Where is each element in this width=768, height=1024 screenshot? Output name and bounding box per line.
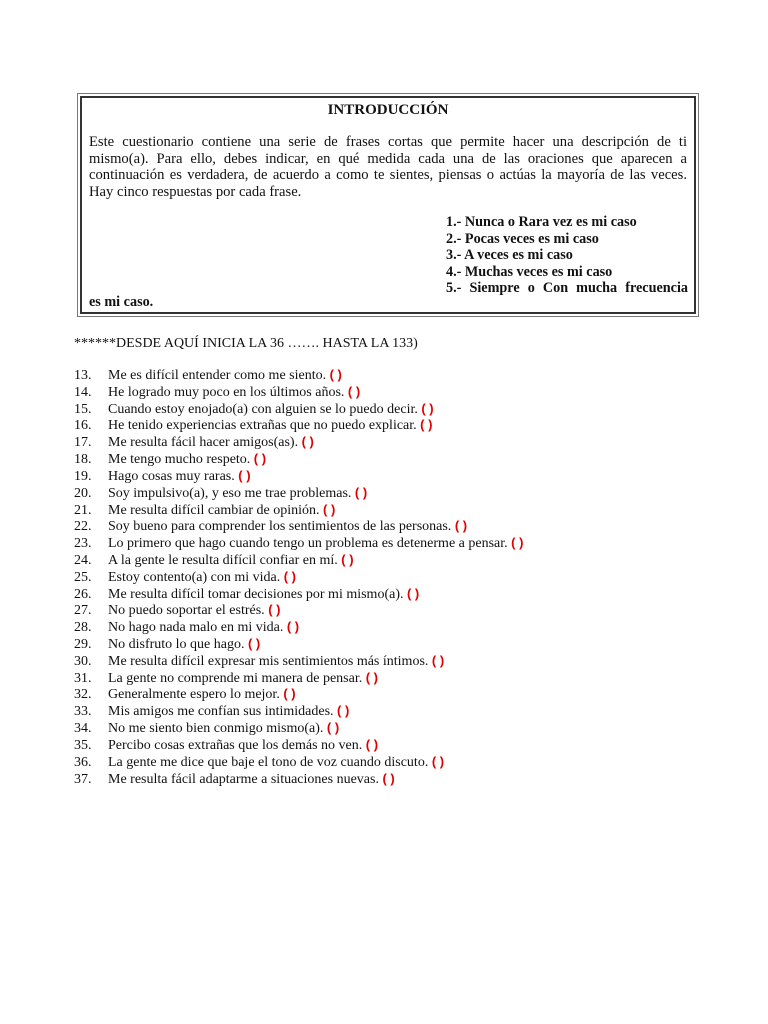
- question-text: Lo primero que hago cuando tengo un problema es detenerme a pensar.: [108, 536, 508, 552]
- question-item: [74, 703, 523, 720]
- question-item: [74, 602, 523, 619]
- question-number: 28.: [74, 620, 92, 636]
- scale-option-4: 4.- Muchas veces es mi caso: [446, 263, 613, 280]
- answer-mark[interactable]: ( ): [454, 518, 468, 534]
- question-item: [74, 636, 523, 653]
- question-item: [74, 586, 523, 603]
- question-item: [74, 468, 523, 485]
- answer-mark[interactable]: ( ): [283, 686, 296, 702]
- question-number: 24.: [74, 552, 92, 568]
- question-list: [74, 367, 523, 787]
- question-item: [74, 417, 523, 434]
- answer-mark[interactable]: ( ): [431, 753, 445, 769]
- question-item: [74, 367, 523, 384]
- question-item: [74, 569, 523, 586]
- question-text: Me tengo mucho respeto.: [108, 452, 251, 468]
- scale-option-3: 3.- A veces es mi caso: [446, 247, 573, 263]
- question-number: 15.: [74, 401, 92, 417]
- scale-option-5-continuation: es mi caso.: [89, 294, 154, 310]
- question-item: [74, 720, 523, 737]
- question-number: 19.: [74, 468, 92, 484]
- response-scale: [446, 214, 688, 297]
- answer-mark[interactable]: ( ): [323, 501, 336, 517]
- answer-mark[interactable]: ( ): [406, 585, 420, 601]
- question-item: [74, 552, 523, 569]
- question-text: Me resulta difícil expresar mis sentimientos más íntimos.: [108, 653, 429, 669]
- question-number: 21.: [74, 502, 92, 518]
- question-number: 27.: [74, 603, 92, 619]
- question-item: [74, 518, 523, 535]
- question-text: Me resulta fácil adaptarme a situaciones nuevas.: [108, 771, 379, 787]
- answer-mark[interactable]: ( ): [511, 535, 524, 551]
- question-number: 14.: [74, 384, 92, 400]
- question-item: [74, 502, 523, 519]
- question-item: [74, 771, 523, 788]
- question-item: [74, 401, 523, 418]
- question-item: [74, 384, 523, 401]
- answer-mark[interactable]: ( ): [365, 736, 379, 752]
- question-text: La gente no comprende mi manera de pensar.: [108, 670, 363, 686]
- question-text: Soy impulsivo(a), y eso me trae problemas.: [108, 485, 352, 501]
- question-number: 22.: [74, 519, 92, 535]
- question-item: [74, 451, 523, 468]
- question-number: 30.: [74, 653, 92, 669]
- question-text: Cuando estoy enojado(a) con alguien se lo puedo decir.: [108, 401, 418, 417]
- answer-mark[interactable]: ( ): [337, 703, 350, 719]
- question-number: 26.: [74, 586, 92, 602]
- question-text: He logrado muy poco en los últimos años.: [108, 384, 345, 400]
- question-number: 17.: [74, 435, 92, 451]
- question-text: No disfruto lo que hago.: [108, 637, 245, 652]
- intro-body: Este cuestionario contiene una serie de frases cortas que permite hacer una descripción de ti mismo(a). Para ello, debes indicar, en qué medida cada una de las oraciones que aparecen a continuación es verdadera, de acuerdo a como te sientes, piensas o actúas la mayoría de las veces. Hay cinco respuestas por cada frase.: [89, 134, 687, 200]
- answer-mark[interactable]: ( ): [382, 770, 395, 786]
- answer-mark[interactable]: ( ): [326, 720, 340, 736]
- question-text: Hago cosas muy raras.: [108, 468, 235, 484]
- question-number: 33.: [74, 704, 92, 720]
- answer-mark[interactable]: ( ): [431, 652, 445, 668]
- question-number: 36.: [74, 754, 92, 770]
- question-text: Me resulta fácil hacer amigos(as).: [108, 435, 299, 451]
- answer-mark[interactable]: ( ): [329, 367, 342, 382]
- answer-mark[interactable]: ( ): [421, 400, 434, 416]
- question-item: [74, 434, 523, 451]
- question-item: [74, 686, 523, 703]
- question-text: He tenido experiencias extrañas que no puedo explicar.: [108, 418, 417, 434]
- question-number: 13.: [74, 368, 92, 383]
- question-item: [74, 670, 523, 687]
- question-number: 29.: [74, 637, 92, 652]
- answer-mark[interactable]: ( ): [238, 467, 251, 483]
- answer-mark[interactable]: ( ): [247, 636, 261, 651]
- question-text: A la gente le resulta difícil confiar en mí.: [108, 552, 338, 568]
- question-number: 32.: [74, 687, 92, 703]
- question-item: [74, 485, 523, 502]
- answer-mark[interactable]: ( ): [347, 383, 361, 399]
- question-number: 20.: [74, 485, 92, 501]
- answer-mark[interactable]: ( ): [283, 568, 297, 584]
- question-number: 31.: [74, 670, 92, 686]
- answer-mark[interactable]: ( ): [420, 417, 433, 433]
- question-text: Me resulta difícil cambiar de opinión.: [108, 502, 320, 518]
- question-item: [74, 619, 523, 636]
- question-number: 37.: [74, 771, 92, 787]
- answer-mark[interactable]: ( ): [341, 551, 354, 567]
- question-text: No hago nada malo en mi vida.: [108, 620, 284, 636]
- question-text: Percibo cosas extrañas que los demás no ven.: [108, 737, 363, 753]
- question-item: [74, 754, 523, 771]
- question-item: [74, 653, 523, 670]
- scale-option-5: 5.- Siempre o Con mucha frecuencia: [446, 280, 688, 296]
- answer-mark[interactable]: ( ): [268, 602, 281, 618]
- introduction-box: [80, 96, 696, 314]
- question-item: [74, 737, 523, 754]
- range-note: ******DESDE AQUÍ INICIA LA 36 ……. HASTA LA 133): [74, 336, 418, 351]
- question-text: Mis amigos me confían sus intimidades.: [108, 704, 334, 720]
- question-text: Me es difícil entender como me siento.: [108, 368, 327, 383]
- question-number: 18.: [74, 452, 92, 468]
- answer-mark[interactable]: ( ): [354, 484, 368, 500]
- answer-mark[interactable]: ( ): [286, 619, 300, 635]
- answer-mark[interactable]: ( ): [301, 434, 314, 450]
- question-text: No me siento bien conmigo mismo(a).: [108, 721, 324, 737]
- question-text: Me resulta difícil tomar decisiones por mi mismo(a).: [108, 586, 404, 602]
- question-number: 35.: [74, 737, 92, 753]
- question-number: 34.: [74, 721, 92, 737]
- question-text: No puedo soportar el estrés.: [108, 603, 265, 619]
- question-number: 25.: [74, 569, 92, 585]
- scale-option-2: 2.- Pocas veces es mi caso: [446, 230, 599, 247]
- question-text: Soy bueno para comprender los sentimientos de las personas.: [108, 519, 452, 535]
- answer-mark[interactable]: ( ): [365, 669, 379, 685]
- scale-option-1: 1.- Nunca o Rara vez es mi caso: [446, 214, 637, 230]
- intro-title: INTRODUCCIÓN: [327, 102, 449, 118]
- question-number: 16.: [74, 418, 92, 434]
- question-number: 23.: [74, 536, 92, 552]
- question-text: Estoy contento(a) con mi vida.: [108, 569, 281, 585]
- question-item: [74, 535, 523, 552]
- question-text: La gente me dice que baje el tono de voz cuando discuto.: [108, 754, 429, 770]
- question-text: Generalmente espero lo mejor.: [108, 687, 280, 703]
- answer-mark[interactable]: ( ): [253, 451, 267, 467]
